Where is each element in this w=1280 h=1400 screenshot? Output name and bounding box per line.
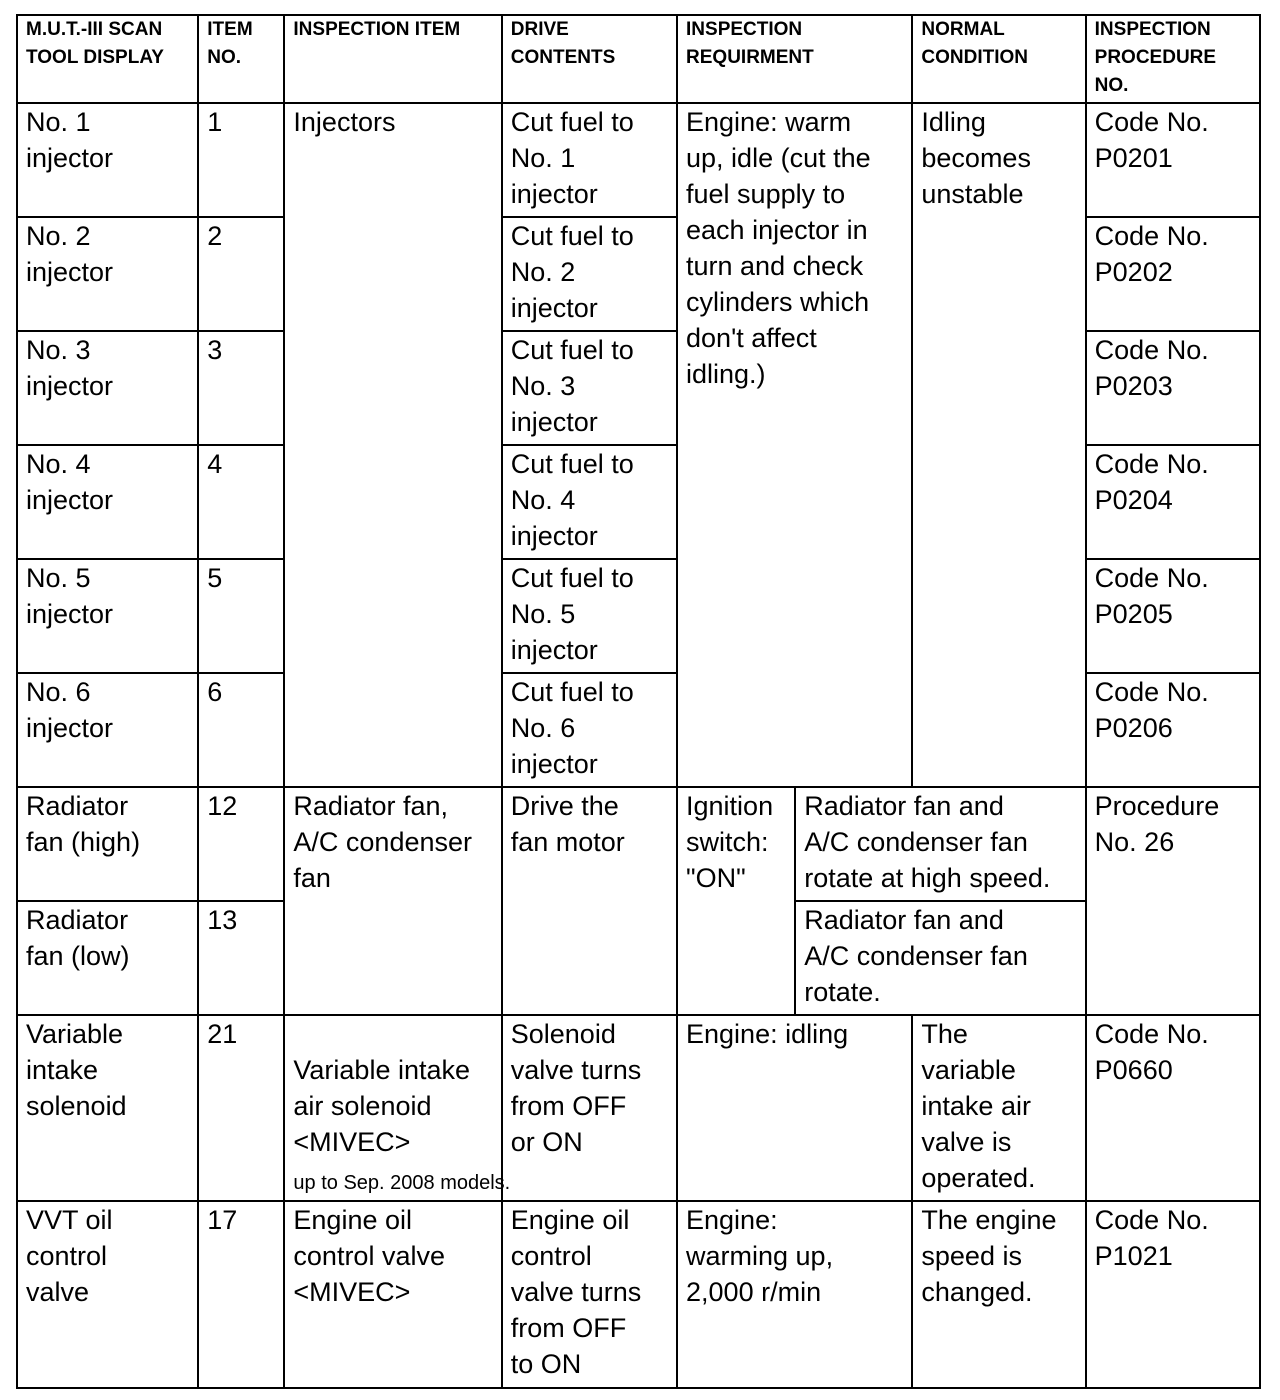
- table-row: [17, 1015, 1260, 1201]
- inspection-item-cell: Engine oil control valve <MIVEC>: [284, 1201, 501, 1388]
- procedure-no-cell: Code No. P0660: [1086, 1015, 1260, 1201]
- display-cell: Radiator fan (high): [17, 787, 198, 901]
- item-no-cell: 12: [198, 787, 284, 901]
- normal-condition-cell: Radiator fan and A/C condenser fan rotate.: [795, 901, 1085, 1015]
- inspection-requirement-cell: Engine: warm up, idle (cut the fuel supply to each injector in turn and check cylinders which don't affect idling.): [677, 103, 912, 787]
- procedure-no-cell: Code No. P0203: [1086, 331, 1260, 445]
- header-inspection-item: INSPECTION ITEM: [284, 15, 501, 103]
- drive-contents-cell: Drive the fan motor: [502, 787, 677, 1015]
- drive-contents-cell: Cut fuel to No. 3 injector: [502, 331, 677, 445]
- item-no-cell: 5: [198, 559, 284, 673]
- procedure-no-cell: Code No. P0201: [1086, 103, 1260, 217]
- table-row: [17, 787, 1260, 901]
- inspection-item-text: Variable intake air solenoid <MIVEC>: [293, 1055, 471, 1157]
- inspection-item-cell: [284, 1015, 511, 1201]
- drive-contents-cell: Cut fuel to No. 2 injector: [502, 217, 677, 331]
- procedure-no-cell: Procedure No. 26: [1086, 787, 1260, 1015]
- item-no-cell: 4: [198, 445, 284, 559]
- display-cell: VVT oil control valve: [17, 1201, 198, 1388]
- item-no-cell: 21: [198, 1015, 284, 1201]
- procedure-no-cell: Code No. P0206: [1086, 673, 1260, 787]
- model-note: up to Sep. 2008 models.: [293, 1172, 511, 1194]
- header-display: M.U.T.-III SCAN TOOL DISPLAY: [17, 15, 198, 103]
- inspection-item-cell: Injectors: [284, 103, 501, 787]
- inspection-requirement-cell: Engine: warming up, 2,000 r/min: [677, 1201, 912, 1388]
- display-cell: No. 2 injector: [17, 217, 198, 331]
- drive-contents-cell: Solenoid valve turns from OFF or ON: [502, 1015, 677, 1201]
- header-normal-condition: NORMAL CONDITION: [912, 15, 1085, 103]
- header-procedure-no: INSPECTION PROCEDURE NO.: [1086, 15, 1260, 103]
- table-row: [17, 103, 1260, 217]
- drive-contents-cell: Cut fuel to No. 5 injector: [502, 559, 677, 673]
- display-cell: Variable intake solenoid: [17, 1015, 198, 1201]
- table-row: [17, 1201, 1260, 1388]
- normal-condition-cell: The variable intake air valve is operated.: [912, 1015, 1085, 1201]
- header-item-no: ITEM NO.: [198, 15, 284, 103]
- procedure-no-cell: Code No. P0205: [1086, 559, 1260, 673]
- drive-contents-cell: Cut fuel to No. 6 injector: [502, 673, 677, 787]
- item-no-cell: 6: [198, 673, 284, 787]
- display-cell: No. 5 injector: [17, 559, 198, 673]
- normal-condition-cell: The engine speed is changed.: [912, 1201, 1085, 1388]
- item-no-cell: 13: [198, 901, 284, 1015]
- display-cell: Radiator fan (low): [17, 901, 198, 1015]
- normal-condition-cell: Radiator fan and A/C condenser fan rotate at high speed.: [795, 787, 1085, 901]
- drive-contents-cell: Cut fuel to No. 1 injector: [502, 103, 677, 217]
- item-no-cell: 17: [198, 1201, 284, 1388]
- item-no-cell: 1: [198, 103, 284, 217]
- display-cell: No. 4 injector: [17, 445, 198, 559]
- item-no-cell: 3: [198, 331, 284, 445]
- item-no-cell: 2: [198, 217, 284, 331]
- inspection-item-cell: Radiator fan, A/C condenser fan: [284, 787, 501, 1015]
- drive-contents-cell: Cut fuel to No. 4 injector: [502, 445, 677, 559]
- header-inspection-requirement: INSPECTION REQUIRMENT: [677, 15, 912, 103]
- inspection-requirement-cell: Engine: idling: [677, 1015, 912, 1201]
- actuator-test-table: [16, 14, 1261, 1389]
- procedure-no-cell: Code No. P0204: [1086, 445, 1260, 559]
- procedure-no-cell: Code No. P1021: [1086, 1201, 1260, 1388]
- header-drive-contents: DRIVE CONTENTS: [502, 15, 677, 103]
- procedure-no-cell: Code No. P0202: [1086, 217, 1260, 331]
- display-cell: No. 3 injector: [17, 331, 198, 445]
- display-cell: No. 1 injector: [17, 103, 198, 217]
- normal-condition-cell: Idling becomes unstable: [912, 103, 1085, 787]
- header-row: [17, 15, 1260, 103]
- drive-contents-cell: Engine oil control valve turns from OFF to ON: [502, 1201, 677, 1388]
- inspection-requirement-cell: Ignition switch: "ON": [677, 787, 795, 1015]
- display-cell: No. 6 injector: [17, 673, 198, 787]
